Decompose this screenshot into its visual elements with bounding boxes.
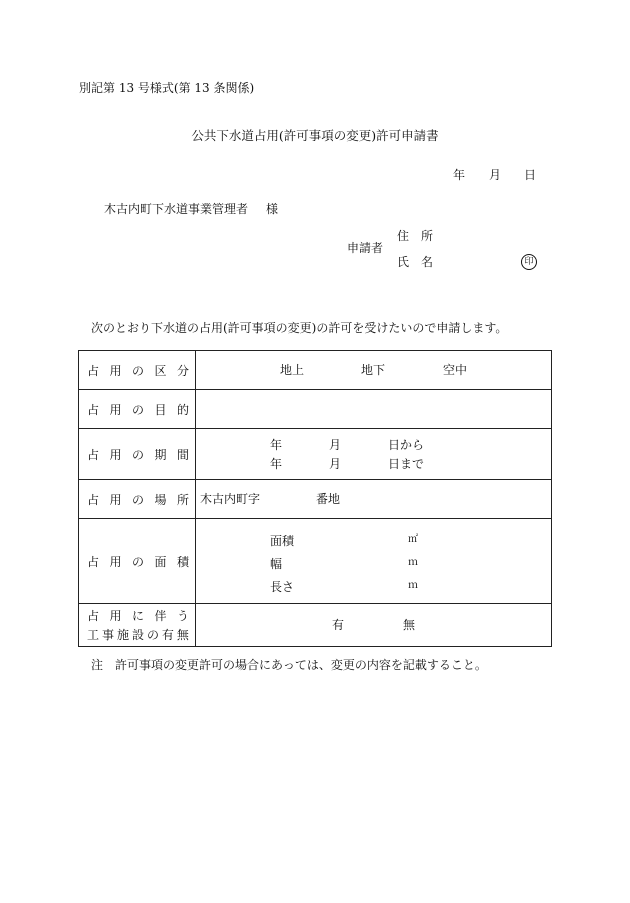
row-label-location (79, 480, 196, 519)
label-char: 用 (109, 447, 122, 462)
label-char: 期 (154, 447, 167, 462)
length-unit: ｍ (408, 580, 418, 591)
option-underground[interactable]: 地下 (361, 363, 386, 377)
area-cell[interactable] (196, 519, 552, 604)
table-row (79, 604, 552, 647)
row-label-construction (79, 604, 196, 647)
label-char: 占 (87, 492, 100, 507)
table-row (79, 519, 552, 604)
label-char: う (176, 609, 189, 623)
period-end-day: 日まで (388, 457, 425, 471)
label-char: 面 (154, 554, 167, 569)
application-table (78, 350, 552, 647)
purpose-cell[interactable] (196, 390, 552, 429)
intro-text: 次のとおり下水道の占用(許可事項の変更)の許可を受けたいので申請します。 (91, 321, 508, 335)
label-char: 用 (109, 492, 122, 507)
label-char: 間 (176, 447, 189, 462)
label-char: 占 (87, 363, 100, 378)
date-year-label: 年 (453, 168, 466, 182)
spread-label (79, 446, 195, 463)
location-town: 木古内町字 (200, 492, 261, 506)
row-label-category (79, 351, 196, 390)
spread-label (79, 553, 195, 570)
spread-label (79, 362, 195, 379)
row-label-period (79, 429, 196, 480)
width-label: 幅 (270, 557, 283, 571)
label-char: 用 (109, 554, 122, 569)
label-char: 場 (154, 492, 167, 507)
document-title: 公共下水道占用(許可事項の変更)許可申請書 (191, 128, 439, 143)
location-lot: 番地 (316, 492, 341, 506)
period-start-month: 月 (329, 438, 342, 452)
period-start-year: 年 (270, 438, 283, 452)
option-no[interactable]: 無 (403, 618, 416, 632)
label-char: 工 (87, 628, 100, 642)
period-end-year: 年 (270, 457, 283, 471)
label-char: 用 (109, 609, 122, 623)
label-char: 占 (87, 447, 100, 462)
addressee (104, 203, 278, 215)
label-char: 施 (116, 628, 129, 642)
length-label: 長さ (270, 580, 295, 594)
label-char: 伴 (154, 609, 167, 623)
label-char: の (131, 554, 144, 569)
label-char: 有 (161, 628, 174, 642)
label-char: に (131, 609, 144, 623)
label-char: 的 (176, 402, 189, 417)
name-label: 氏名 (397, 255, 446, 269)
area-unit: ㎡ (408, 534, 418, 545)
label-char: 用 (109, 363, 122, 378)
label-char: 設 (131, 628, 144, 642)
option-airspace[interactable]: 空中 (443, 363, 468, 377)
address-label: 住所 (397, 229, 446, 243)
label-char: 積 (176, 554, 189, 569)
category-cell[interactable] (196, 351, 552, 390)
label-char: 無 (176, 628, 189, 642)
area-label: 面積 (270, 534, 295, 548)
label-char: の (131, 363, 144, 378)
label-char: 分 (176, 363, 189, 378)
construction-cell[interactable] (196, 604, 552, 647)
row-label-purpose (79, 390, 196, 429)
spread-label (79, 607, 195, 624)
spread-label (79, 626, 195, 643)
form-number: 別記第 13 号様式(第 13 条関係) (79, 81, 255, 95)
table-row (79, 390, 552, 429)
label-char: 占 (87, 554, 100, 569)
label-char: 目 (154, 402, 167, 417)
period-start-day: 日から (388, 438, 425, 452)
period-end-month: 月 (329, 457, 342, 471)
label-char: 所 (176, 492, 189, 507)
seal-mark: 印 (521, 254, 537, 270)
applicant-label: 申請者 (347, 241, 384, 255)
label-char: 用 (109, 402, 122, 417)
width-unit: ｍ (408, 557, 418, 568)
addressee-name: 木古内町下水道事業管理者 (104, 202, 249, 216)
label-char: 占 (87, 609, 100, 623)
option-above-ground[interactable]: 地上 (280, 363, 305, 377)
label-char: 区 (154, 363, 167, 378)
label-char: の (131, 402, 144, 417)
date-month-label: 月 (489, 168, 502, 182)
location-cell[interactable] (196, 480, 552, 519)
table-row (79, 429, 552, 480)
table-row (79, 480, 552, 519)
note-text: 注 許可事項の変更許可の場合にあっては、変更の内容を記載すること。 (91, 658, 487, 672)
option-yes[interactable]: 有 (332, 618, 345, 632)
period-cell[interactable] (196, 429, 552, 480)
date-day-label: 日 (524, 168, 537, 182)
table-row (79, 351, 552, 390)
spread-label (79, 401, 195, 418)
row-label-area (79, 519, 196, 604)
label-char: の (146, 628, 159, 642)
label-char: の (131, 492, 144, 507)
label-char: 占 (87, 402, 100, 417)
addressee-honorific: 様 (266, 202, 279, 216)
label-char: の (131, 447, 144, 462)
label-char: 事 (101, 628, 114, 642)
spread-label (79, 491, 195, 508)
